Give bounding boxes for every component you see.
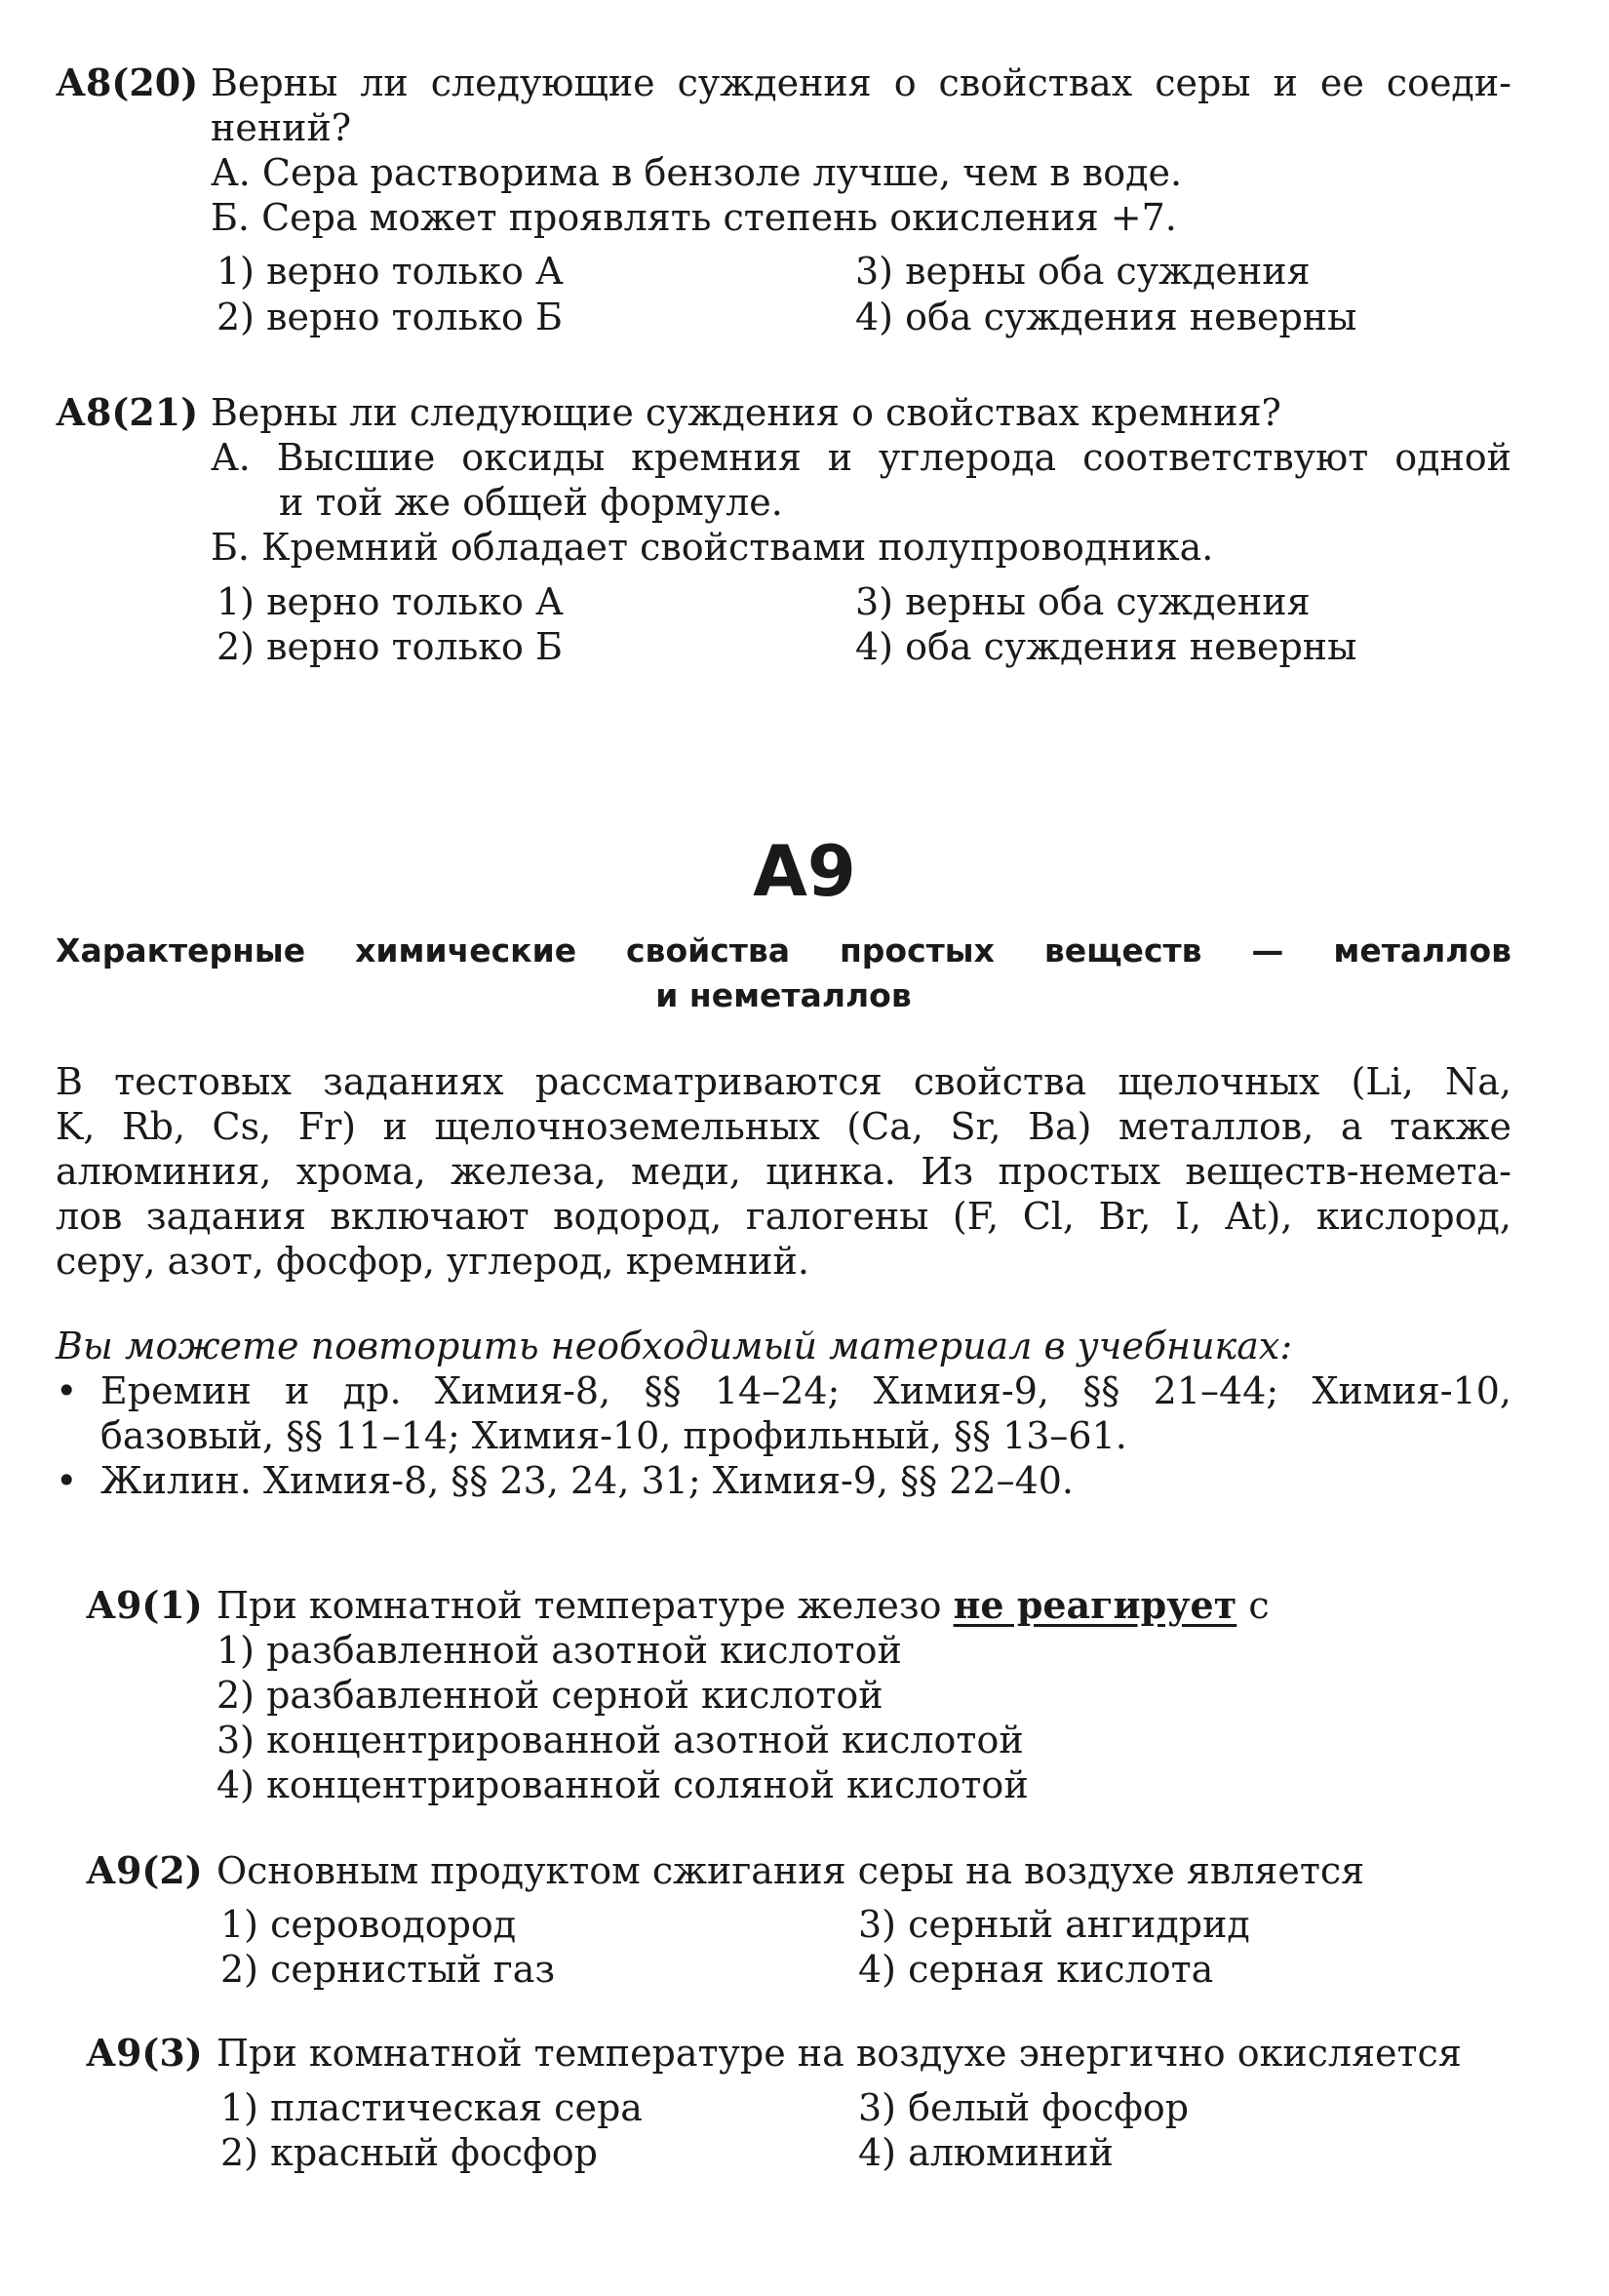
answer-option: 3) белый фосфор xyxy=(858,2086,1190,2129)
answer-option: 2) разбавленной серной кислотой xyxy=(216,1674,883,1717)
intro-line: В тестовых заданиях рассматриваются свойства щелочных (Li, Na, xyxy=(56,1060,1511,1103)
intro-line: K, Rb, Cs, Fr) и щелочноземельных (Ca, Sr, Ba) металлов, а также xyxy=(56,1105,1511,1148)
answer-option: 2) красный фосфор xyxy=(220,2131,598,2174)
answer-option: 2) верно только Б xyxy=(216,296,563,338)
statement-a: А. Сера растворима в бензоле лучше, чем в воде. xyxy=(211,151,1183,194)
question-number: А9(1) xyxy=(86,1583,203,1627)
question-text: Основным продуктом сжигания серы на воздухе является xyxy=(216,1849,1365,1892)
emphasized-text: не реагирует xyxy=(953,1583,1237,1627)
question-text xyxy=(216,1583,1270,1628)
bullet-icon: • xyxy=(56,1459,78,1502)
answer-option: 4) оба суждения неверны xyxy=(855,296,1357,338)
answer-option: 4) концентрированной соляной кислотой xyxy=(216,1763,1029,1806)
intro-line: лов задания включают водород, галогены (F, Cl, Br, I, At), кислород, xyxy=(56,1195,1511,1238)
answer-option: 1) верно только А xyxy=(216,580,564,623)
statement-b: Б. Кремний обладает свойствами полупроводника. xyxy=(211,526,1214,569)
intro-line: серу, азот, фосфор, углерод, кремний. xyxy=(56,1240,809,1283)
question-text: Верны ли следующие суждения о свойствах серы и ее соеди- xyxy=(211,61,1511,104)
answer-option: 3) верны оба суждения xyxy=(855,580,1311,623)
question-text-part: При комнатной температуре железо xyxy=(216,1584,942,1627)
statement-a: и той же общей формуле. xyxy=(279,481,783,524)
answer-option: 3) серный ангидрид xyxy=(858,1903,1250,1946)
section-heading: А9 xyxy=(753,830,856,912)
textbooks-label: Вы можете повторить необходимый материал в учебниках: xyxy=(56,1325,1293,1367)
bullet-icon: • xyxy=(56,1369,78,1412)
section-title: Характерные химические свойства простых веществ — металлов xyxy=(56,931,1511,970)
answer-option: 1) пластическая сера xyxy=(220,2086,643,2129)
answer-option: 2) сернистый газ xyxy=(220,1948,556,1991)
textbook-item: базовый, §§ 11–14; Химия-10, профильный, §§ 13–61. xyxy=(100,1414,1127,1457)
answer-option: 4) серная кислота xyxy=(858,1948,1214,1991)
question-number: А9(2) xyxy=(86,1848,203,1892)
question-text-part: с xyxy=(1248,1584,1270,1627)
answer-option: 3) верны оба суждения xyxy=(855,250,1311,293)
section-title: и неметаллов xyxy=(655,976,912,1014)
textbook-item: Еремин и др. Химия-8, §§ 14–24; Химия-9, §§ 21–44; Химия-10, xyxy=(100,1369,1511,1412)
answer-option: 4) алюминий xyxy=(858,2131,1114,2174)
question-text: При комнатной температуре на воздухе энергично окисляется xyxy=(216,2032,1462,2075)
answer-option: 3) концентрированной азотной кислотой xyxy=(216,1719,1024,1762)
answer-option: 2) верно только Б xyxy=(216,625,563,668)
question-number: А8(21) xyxy=(56,390,199,434)
answer-option: 1) сероводород xyxy=(220,1903,517,1946)
answer-option: 4) оба суждения неверны xyxy=(855,625,1357,668)
intro-line: алюминия, хрома, железа, меди, цинка. Из простых веществ-немета- xyxy=(56,1150,1511,1193)
answer-option: 1) разбавленной азотной кислотой xyxy=(216,1629,902,1672)
question-text: Верны ли следующие суждения о свойствах кремния? xyxy=(211,391,1281,434)
question-text: нений? xyxy=(211,106,352,149)
textbook-item: Жилин. Химия-8, §§ 23, 24, 31; Химия-9, §§ 22–40. xyxy=(100,1459,1075,1502)
question-number: А9(3) xyxy=(86,2031,203,2075)
question-number: А8(20) xyxy=(56,60,199,104)
statement-a: А. Высшие оксиды кремния и углерода соответствуют одной xyxy=(211,436,1511,479)
statement-b: Б. Сера может проявлять степень окисления +7. xyxy=(211,196,1177,239)
answer-option: 1) верно только А xyxy=(216,250,564,293)
